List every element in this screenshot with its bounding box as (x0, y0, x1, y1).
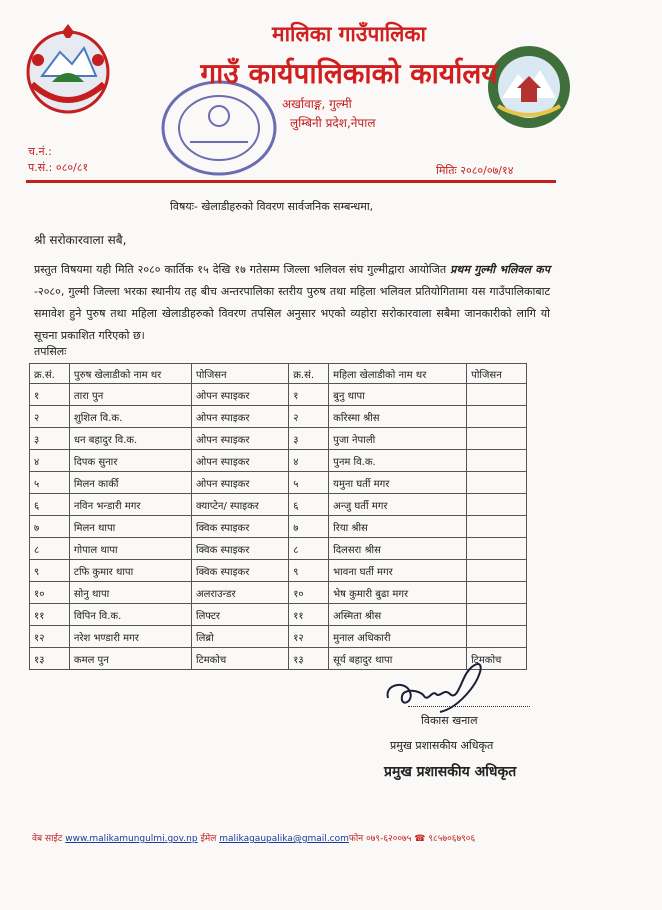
cell-women-name: सूर्य बहादुर थापा (329, 648, 467, 670)
cell-men-name: गोपाल थापा (69, 538, 191, 560)
cell-men-position: क्याप्टेन/ स्पाइकर (192, 494, 289, 516)
cell-sn-men: ३ (30, 428, 70, 450)
col-women-position: पोजिसन (467, 364, 527, 384)
cell-men-position: ओपन स्पाइकर (192, 450, 289, 472)
municipality-name: मालिका गाउँपालिका (272, 22, 426, 46)
office-stamp-icon (160, 78, 278, 178)
email-link[interactable]: malikagaupalika@gmail.com (219, 834, 349, 844)
cell-men-name: दिपक सुनार (69, 450, 191, 472)
cell-women-name: अस्मिता श्रीस (329, 604, 467, 626)
cell-women-name: पुनम वि.क. (329, 450, 467, 472)
cell-men-name: मिलन थापा (69, 516, 191, 538)
table-row (30, 450, 527, 472)
reference-numbers (28, 144, 88, 176)
cell-women-position (467, 384, 527, 406)
cell-women-position (467, 560, 527, 582)
cell-women-position (467, 604, 527, 626)
cell-women-name: मुनाल अधिकारी (329, 626, 467, 648)
details-label: तपसिलः (34, 345, 67, 358)
table-row (30, 560, 527, 582)
table-row (30, 494, 527, 516)
cell-women-position (467, 428, 527, 450)
cell-men-position: क्विक स्पाइकर (192, 560, 289, 582)
table-row (30, 406, 527, 428)
address-line-1: अर्खावाङ्ग, गुल्मी (282, 97, 352, 111)
signature-line (408, 706, 530, 707)
letter-subject: विषयः- खेलाडीहरुको विवरण सार्वजनिक सम्बन्धमा, (170, 200, 374, 213)
cell-sn-men: १० (30, 582, 70, 604)
table-row (30, 472, 527, 494)
cell-men-name: धन बहादुर वि.क. (69, 428, 191, 450)
table-row (30, 384, 527, 406)
cell-sn-women: ५ (289, 472, 329, 494)
cell-women-position (467, 406, 527, 428)
cell-women-position (467, 516, 527, 538)
cup-name: प्रथम गुल्मी भलिवल कप (450, 263, 550, 276)
cell-sn-women: २ (289, 406, 329, 428)
col-women-name: महिला खेलाडीको नाम थर (329, 364, 467, 384)
cell-men-name: शुशिल वि.क. (69, 406, 191, 428)
cell-men-position: ओपन स्पाइकर (192, 428, 289, 450)
cell-men-position: लिब्रो (192, 626, 289, 648)
web-label: वेब साईट (32, 834, 63, 844)
table-row (30, 538, 527, 560)
cell-women-name: भेष कुमारी बुढा मगर (329, 582, 467, 604)
email-label: ईमेल (200, 834, 217, 844)
signature-mark-icon (380, 650, 490, 722)
cell-men-name: तारा पुन (69, 384, 191, 406)
body-part-2: -२०८०, गुल्मी जिल्ला भरका स्थानीय तह बीच अन्तरपालिका स्तरीय पुरुष तथा महिला भलिवल प्रतियोगितामा यस गाउँपालिकाबाट समावेश हुने पुरुष तथा महिला खेलाडीहरुको विवरण तपसिल अनुसार भएको व्यहोरा सरोकारवाला सबैमा जानकारीको लागि यो सूचना प्रकाशित गरिएको छ। (34, 285, 550, 342)
cell-sn-women: १३ (289, 648, 329, 670)
cell-men-name: विपिन वि.क. (69, 604, 191, 626)
website-link[interactable]: www.malikamungulmi.gov.np (65, 834, 198, 844)
cell-sn-men: २ (30, 406, 70, 428)
table-row (30, 516, 527, 538)
table-row (30, 604, 527, 626)
cell-men-name: नविन भन्डारी मगर (69, 494, 191, 516)
col-men-position: पोजिसन (192, 364, 289, 384)
cell-sn-women: ७ (289, 516, 329, 538)
cell-sn-women: १ (289, 384, 329, 406)
cell-sn-women: १० (289, 582, 329, 604)
cell-men-position: ओपन स्पाइकर (192, 472, 289, 494)
cell-women-position (467, 626, 527, 648)
cell-women-name: भावना घर्ती मगर (329, 560, 467, 582)
cell-sn-men: ८ (30, 538, 70, 560)
cell-women-name: करिस्मा श्रीस (329, 406, 467, 428)
cell-sn-men: ४ (30, 450, 70, 472)
officer-name: विकास खनाल (421, 714, 478, 727)
cell-sn-men: १३ (30, 648, 70, 670)
cell-men-position: लिफ्टर (192, 604, 289, 626)
cell-men-name: सोनु थापा (69, 582, 191, 604)
salutation: श्री सरोकारवाला सबै, (34, 233, 127, 247)
cell-sn-women: १२ (289, 626, 329, 648)
cell-men-position: क्विक स्पाइकर (192, 538, 289, 560)
letter-body (34, 259, 550, 347)
players-table (29, 363, 527, 670)
body-part-1: प्रस्तुत विषयमा यही मिति २०८० कार्तिक १५ देखि १७ गतेसम्म जिल्ला भलिवल संघ गुल्मीद्वारा आयोजित (34, 263, 451, 276)
office-name: गाउँ कार्यपालिकाको कार्यालय (200, 57, 498, 90)
cell-women-name: बुनु थापा (329, 384, 467, 406)
cell-women-position (467, 582, 527, 604)
cell-men-position: अलराउन्डर (192, 582, 289, 604)
cell-men-name: नरेश भण्डारी मगर (69, 626, 191, 648)
mobile-number: ☎ ९८५७०६७९०६ (414, 834, 476, 844)
cell-women-position (467, 472, 527, 494)
cell-sn-women: ६ (289, 494, 329, 516)
col-sn-men: क्र.सं. (30, 364, 70, 384)
cell-women-position: टिमकोच (467, 648, 527, 670)
footer-contact (32, 831, 475, 844)
cell-women-name: यमुना घर्ती मगर (329, 472, 467, 494)
table-row (30, 582, 527, 604)
officer-title: प्रमुख प्रशासकीय अधिकृत (390, 739, 494, 752)
cell-men-position: ओपन स्पाइकर (192, 406, 289, 428)
table-row (30, 626, 527, 648)
table-header-row (30, 364, 527, 384)
phone-number: ०७९-६२००७५ (366, 834, 412, 844)
cell-sn-men: ११ (30, 604, 70, 626)
cell-men-position: ओपन स्पाइकर (192, 384, 289, 406)
cell-men-name: मिलन कार्की (69, 472, 191, 494)
cell-men-position: क्विक स्पाइकर (192, 516, 289, 538)
cell-men-position: टिमकोच (192, 648, 289, 670)
address-line-2: लुम्बिनी प्रदेश,नेपाल (290, 116, 376, 130)
cell-men-name: कमल पुन (69, 648, 191, 670)
cell-sn-men: १२ (30, 626, 70, 648)
cell-women-name: दिलसरा श्रीस (329, 538, 467, 560)
cell-sn-women: ८ (289, 538, 329, 560)
cell-sn-men: ७ (30, 516, 70, 538)
cell-women-name: पुजा नेपाली (329, 428, 467, 450)
ref-no-label: च.नं.: (28, 145, 52, 158)
table-row (30, 428, 527, 450)
cell-men-name: टफि कुमार थापा (69, 560, 191, 582)
cell-sn-men: ९ (30, 560, 70, 582)
cell-sn-women: ११ (289, 604, 329, 626)
cell-sn-men: ६ (30, 494, 70, 516)
col-sn-women: क्र.सं. (289, 364, 329, 384)
cell-women-position (467, 494, 527, 516)
letter-date: मितिः २०८०/०७/१४ (436, 164, 514, 177)
cell-sn-women: ३ (289, 428, 329, 450)
cell-sn-men: ५ (30, 472, 70, 494)
cell-women-name: रिया श्रीस (329, 516, 467, 538)
officer-title-stamp: प्रमुख प्रशासकीय अधिकृत (384, 764, 517, 780)
ps-number: प.सं.: ०८०/८१ (28, 161, 89, 174)
cell-women-position (467, 538, 527, 560)
header-divider (26, 180, 556, 183)
cell-sn-women: ४ (289, 450, 329, 472)
col-men-name: पुरुष खेलाडीको नाम थर (69, 364, 191, 384)
cell-women-name: अन्जु घर्ती मगर (329, 494, 467, 516)
cell-sn-women: ९ (289, 560, 329, 582)
phone-label: फोन (348, 834, 364, 844)
cell-sn-men: १ (30, 384, 70, 406)
cell-women-position (467, 450, 527, 472)
